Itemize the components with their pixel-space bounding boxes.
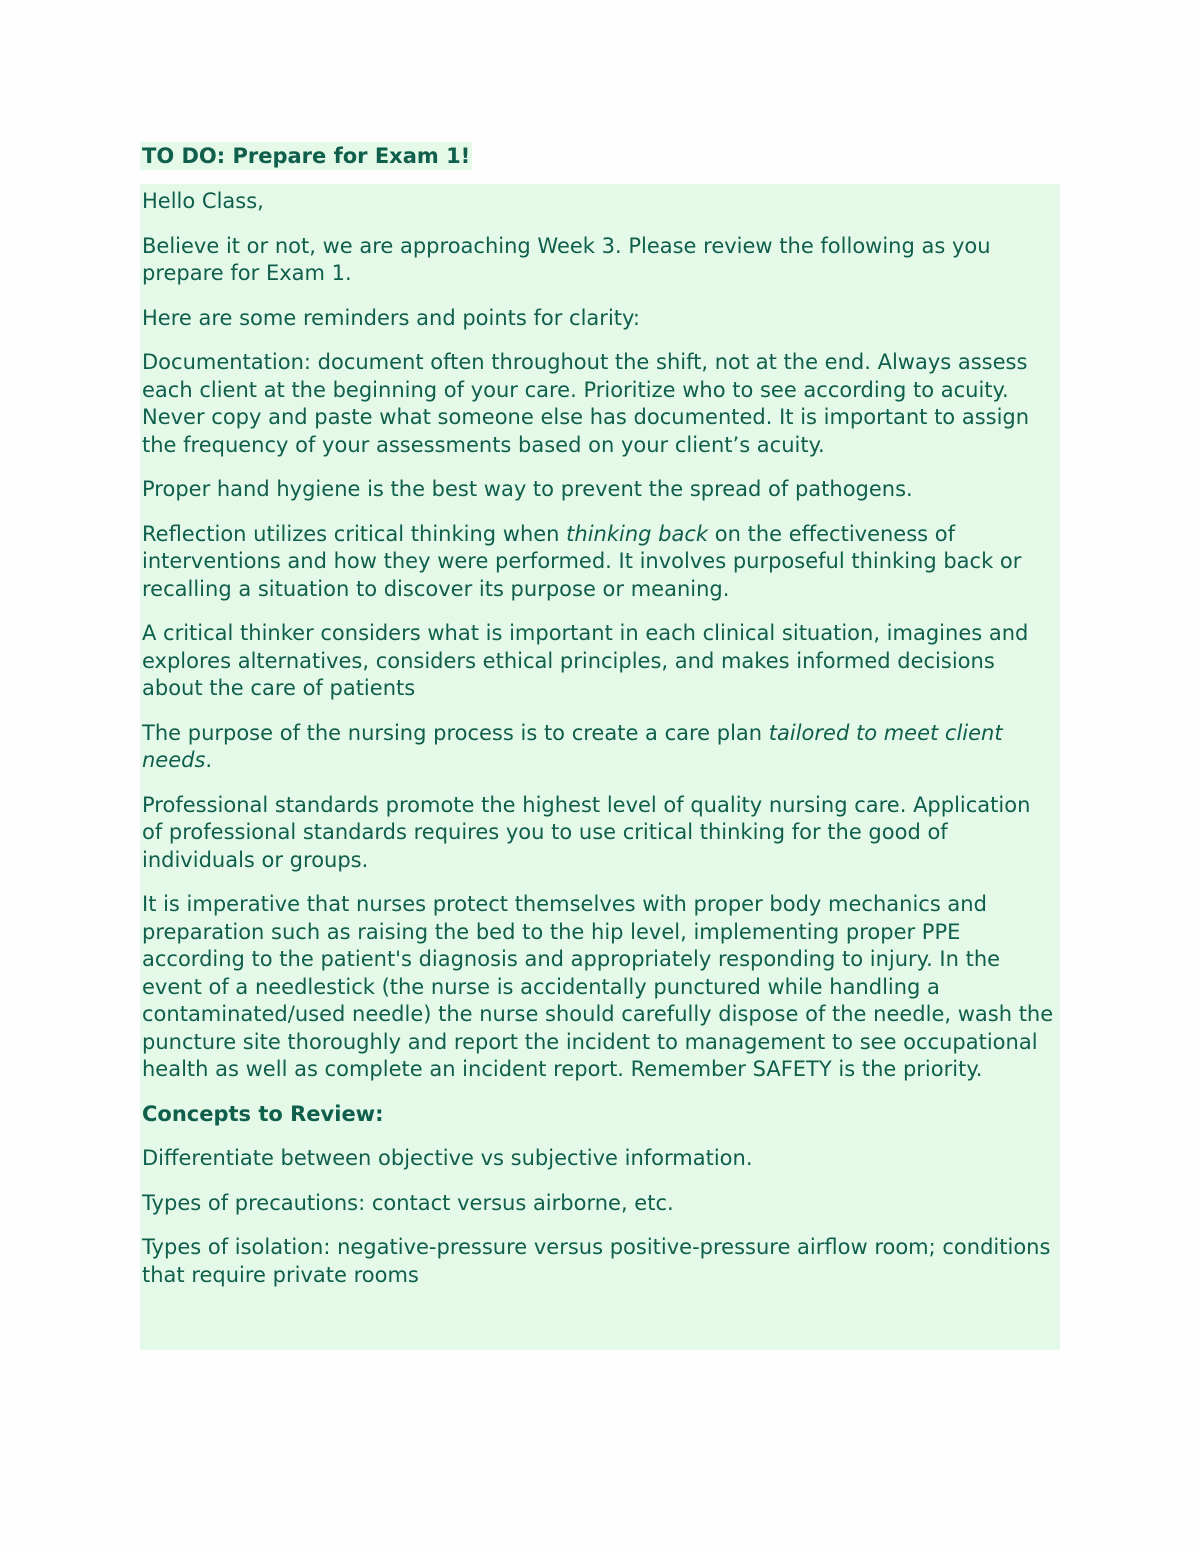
concept-item: Differentiate between objective vs subjective information. bbox=[142, 1146, 753, 1170]
nursing-process-text-start: The purpose of the nursing process is to create a care plan bbox=[142, 720, 769, 745]
documentation-paragraph: Documentation: document often throughout the shift, not at the end. Always assess each client at the beginning of your care. Prioritize who to see according to acuity. Never copy and paste what someone else has documented. It is important to assign the frequency of your assessments based on your client’s acuity. bbox=[142, 350, 1030, 457]
intro-paragraph: Believe it or not, we are approaching Week 3. Please review the following as you prepare for Exam 1. bbox=[142, 233, 991, 285]
concept-item: Types of precautions: contact versus airborne, etc. bbox=[142, 1190, 674, 1215]
concepts-heading: Concepts to Review: bbox=[142, 1101, 384, 1126]
reflection-paragraph bbox=[142, 521, 1056, 604]
nursing-process-emphasis: tailored to meet client needs bbox=[142, 720, 1003, 772]
reflection-text-start: Reflection utilizes critical thinking when bbox=[142, 521, 567, 546]
reminders-lead: Here are some reminders and points for clarity: bbox=[142, 305, 640, 330]
hand-hygiene-paragraph: Proper hand hygiene is the best way to prevent the spread of pathogens. bbox=[142, 477, 913, 501]
reflection-emphasis: thinking back bbox=[566, 521, 709, 546]
nursing-process-paragraph bbox=[142, 720, 1056, 775]
critical-thinker-paragraph: A critical thinker considers what is important in each clinical situation, imagines and explores alternatives, considers ethical principles, and makes informed decisions about the care of patients bbox=[142, 621, 1029, 700]
nursing-process-text-end: . bbox=[205, 748, 213, 772]
page-title: TO DO: Prepare for Exam 1! bbox=[142, 144, 471, 168]
safety-paragraph: It is imperative that nurses protect themselves with proper body mechanics and preparation such as raising the bed to the hip level, implementing proper PPE according to the patient's diagnosis and appropriately responding to injury. In the event of a needlestick (the nurse is accidentally punctured while handling a contaminated/used needle) the nurse should carefully dispose of the needle, wash the puncture site thoroughly and report the incident to management to see occupational health as well as complete an incident report. Remember SAFETY is the priority. bbox=[142, 892, 1054, 1081]
professional-standards-paragraph: Professional standards promote the highest level of quality nursing care. Application of professional standards requires you to use critical thinking for the good of individuals or groups. bbox=[142, 792, 1031, 872]
concept-item: Types of isolation: negative-pressure versus positive-pressure airflow room; conditions that require private rooms bbox=[142, 1235, 1051, 1287]
greeting: Hello Class, bbox=[142, 189, 264, 213]
announcement-body bbox=[140, 184, 1060, 1350]
reflection-text-end: on the effectiveness of interventions and how they were performed. It involves purposeful thinking back or recalling a situation to discover its purpose or meaning. bbox=[142, 521, 1022, 601]
